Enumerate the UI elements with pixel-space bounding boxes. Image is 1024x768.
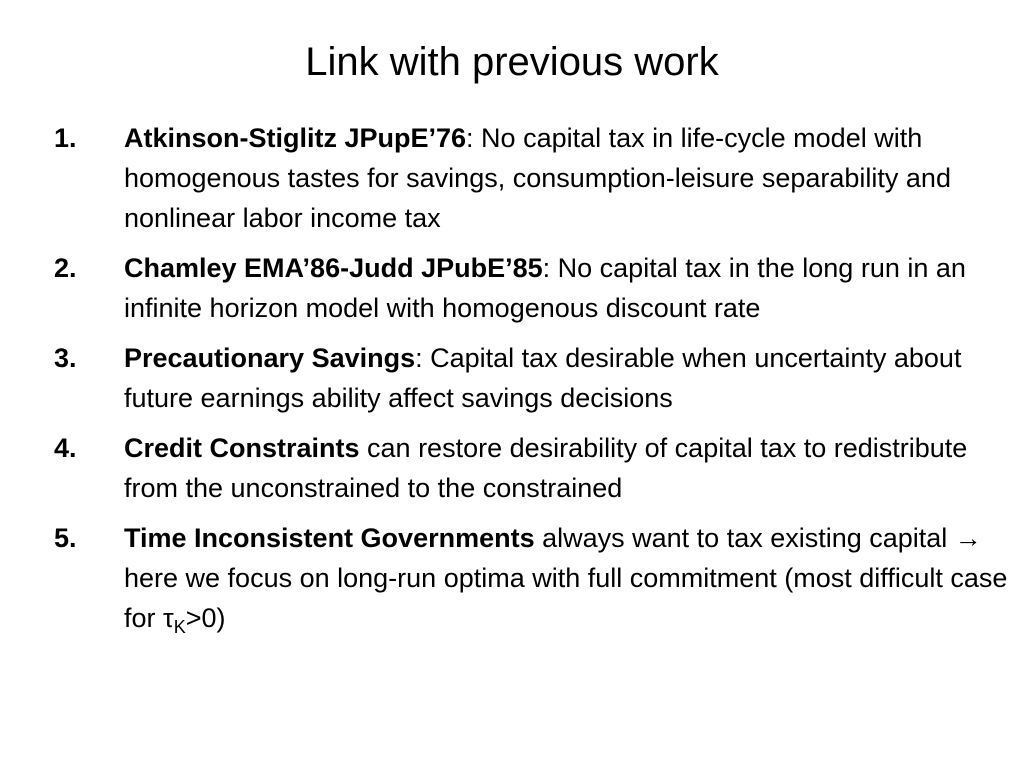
item-text: always want to tax existing capital → here we focus on long-run optima with full commitment (most difficult case for τ: [124, 523, 1008, 633]
list-item: [54, 428, 1014, 508]
item-lead: Chamley EMA’86-Judd JPubE’85: [124, 253, 543, 283]
item-number: 5.: [54, 523, 77, 553]
item-number: 2.: [54, 253, 77, 283]
list-item: [54, 338, 1014, 418]
list-item: [54, 118, 1014, 238]
item-number: 3.: [54, 343, 77, 373]
item-text-after: >0): [185, 603, 226, 633]
item-number: 4.: [54, 433, 77, 463]
item-number: 1.: [54, 123, 77, 153]
item-text: : Capital tax desirable when uncertainty about future earnings ability affect savings decisions: [124, 343, 962, 413]
item-lead: Time Inconsistent Governments: [124, 523, 535, 553]
item-text: can restore desirability of capital tax to redistribute from the unconstrained to the constrained: [124, 433, 968, 503]
item-lead: Credit Constraints: [124, 433, 360, 463]
tau-subscript: K: [173, 617, 186, 637]
item-lead: Atkinson-Stiglitz JPupE’76: [124, 123, 467, 153]
list-item: [54, 518, 1014, 638]
item-lead: Precautionary Savings: [124, 343, 416, 373]
slide-title: Link with previous work: [305, 40, 719, 84]
numbered-list: [54, 118, 1014, 648]
item-text: : No capital tax in the long run in an infinite horizon model with homogenous discount rate: [124, 253, 966, 323]
item-text: : No capital tax in life-cycle model with homogenous tastes for savings, consumption-leisure separability and nonlinear labor income tax: [124, 123, 951, 233]
list-item: [54, 248, 1014, 328]
